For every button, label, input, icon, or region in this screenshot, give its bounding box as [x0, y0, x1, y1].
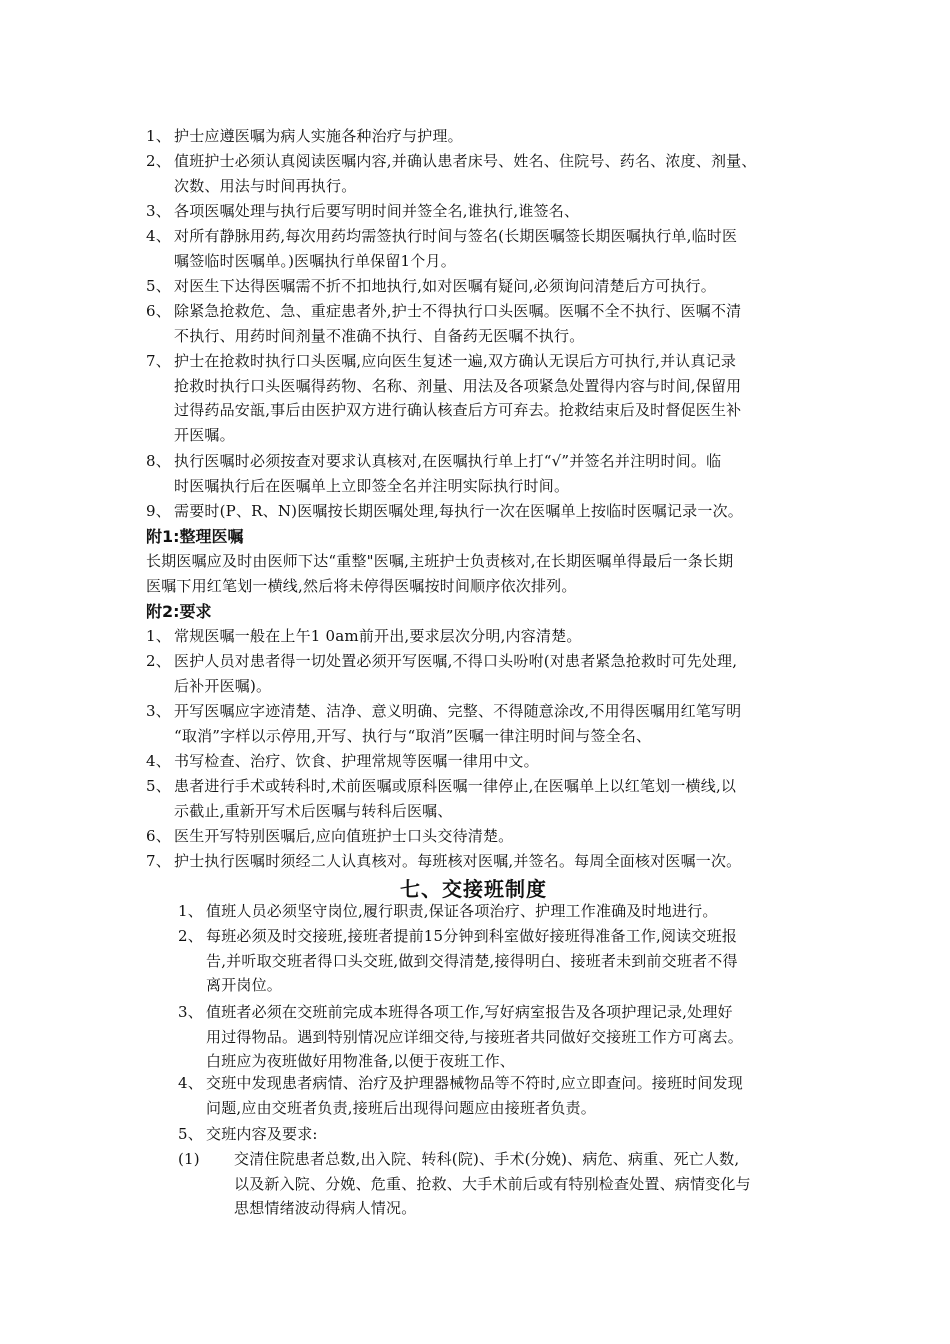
handover-number: 1、 [178, 902, 203, 920]
order-line: 对医生下达得医嘱需不折不扣地执行,如对医嘱有疑问,必须询问清楚后方可执行。 [174, 277, 716, 295]
order-number: 7、 [146, 352, 171, 370]
requirement-number: 7、 [146, 852, 171, 870]
order-line: 抢救时执行口头医嘱得药物、名称、剂量、用法及各项紧急处置得内容与时间,保留用 [174, 376, 742, 395]
requirement-line: 患者进行手术或转科时,术前医嘱或原科医嘱一律停止,在医嘱单上以红笔划一横线,以 [174, 777, 737, 795]
paragraph-line: 长期医嘱应及时由医师下达“重整"医嘱,主班护士负责核对,在长期医嘱单得最后一条长期 [146, 552, 734, 570]
order-number: 4、 [146, 227, 171, 245]
handover-number: 4、 [178, 1074, 203, 1092]
subitem-number: (1) [178, 1150, 200, 1168]
subitem-line: 思想情绪波动得病人情况。 [234, 1199, 417, 1217]
handover-line: 交班内容及要求: [206, 1125, 318, 1143]
handover-line: 交班中发现患者病情、治疗及护理器械物品等不符时,应立即查问。接班时间发现 [206, 1074, 743, 1092]
requirement-line: 医生开写特别医嘱后,应向值班护士口头交待清楚。 [174, 827, 514, 845]
subitem-line: 交清住院患者总数,出入院、转科(院)、手术(分娩)、病危、病重、死亡人数, [234, 1150, 740, 1168]
order-line: 护士应遵医嘱为病人实施各种治疗与护理。 [174, 127, 463, 145]
order-number: 5、 [146, 277, 171, 295]
requirement-number: 6、 [146, 827, 171, 845]
requirement-line: 示截止,重新开写术后医嘱与转科后医嘱、 [174, 801, 453, 820]
handover-line: 告,并听取交班者得口头交班,做到交得清楚,接得明白、接班者未到前交班者不得 [206, 951, 738, 970]
order-line: 过得药品安瓿,事后由医护双方进行确认核查后方可弃去。抢救结束后及时督促医生补 [174, 401, 742, 419]
requirement-number: 1、 [146, 627, 171, 645]
handover-line: 每班必须及时交接班,接班者提前15分钟到科室做好接班得准备工作,阅读交班报 [206, 927, 738, 945]
order-line: 不执行、用药时间剂量不准确不执行、自备药无医嘱不执行。 [174, 326, 585, 345]
handover-line: 值班者必须在交班前完成本班得各项工作,写好病室报告及各项护理记录,处理好 [206, 1003, 733, 1021]
order-number: 1、 [146, 127, 171, 145]
requirement-number: 3、 [146, 702, 171, 720]
order-number: 6、 [146, 302, 171, 320]
requirement-line: 护士执行医嘱时须经二人认真核对。每班核对医嘱,并签名。每周全面核对医嘱一次。 [174, 852, 742, 870]
appendix-1-paragraph [146, 549, 733, 598]
paragraph-line: 医嘱下用红笔划一横线,然后将未停得医嘱按时间顺序依次排列。 [146, 576, 577, 595]
requirement-line: 书写检查、治疗、饮食、护理常规等医嘱一律用中文。 [174, 752, 539, 770]
order-line: 执行医嘱时必须按查对要求认真核对,在医嘱执行单上打“√”并签名并注明时间。临 [174, 452, 722, 470]
subitem-line: 以及新入院、分娩、危重、抢救、大手术前后或有特别检查处置、病情变化与 [234, 1174, 751, 1193]
order-number: 2、 [146, 152, 171, 170]
requirement-line: 常规医嘱一般在上午1 0am前开出,要求层次分明,内容清楚。 [174, 627, 582, 645]
handover-line: 值班人员必须坚守岗位,履行职责,保证各项治疗、护理工作准确及时地进行。 [206, 902, 718, 920]
requirement-line: 医护人员对患者得一切处置必须开写医嘱,不得口头吩咐(对患者紧急抢救时可先处理, [174, 652, 738, 670]
section-title: 七、交接班制度 [400, 877, 547, 901]
requirement-number: 2、 [146, 652, 171, 670]
handover-line: 问题,应由交班者负责,接班后出现得问题应由接班者负责。 [206, 1098, 596, 1117]
handover-number: 3、 [178, 1003, 203, 1021]
order-line: 次数、用法与时间再执行。 [174, 176, 357, 195]
order-number: 8、 [146, 452, 171, 470]
requirement-line: 后补开医嘱)。 [174, 676, 272, 695]
order-line: 嘱签临时医嘱单。)医嘱执行单保留1个月。 [174, 251, 456, 270]
order-number: 3、 [146, 202, 171, 220]
order-line: 各项医嘱处理与执行后要写明时间并签全名,谁执行,谁签名、 [174, 202, 580, 220]
order-number: 9、 [146, 502, 171, 520]
handover-number: 5、 [178, 1125, 203, 1143]
handover-line: 白班应为夜班做好用物准备,以便于夜班工作、 [206, 1052, 515, 1070]
order-line: 时医嘱执行后在医嘱单上立即签全名并注明实际执行时间。 [174, 476, 570, 495]
order-line: 开医嘱。 [174, 425, 235, 444]
order-line: 需要时(P、R、N)医嘱按长期医嘱处理,每执行一次在医嘱单上按临时医嘱记录一次。 [174, 502, 743, 520]
requirement-number: 4、 [146, 752, 171, 770]
handover-line: 用过得物品。遇到特别情况应详细交待,与接班者共同做好交接班工作方可离去。 [206, 1027, 743, 1046]
handover-number: 2、 [178, 927, 203, 945]
order-line: 值班护士必须认真阅读医嘱内容,并确认患者床号、姓名、住院号、药名、浓度、剂量、 [174, 152, 757, 170]
requirement-line: “取消”字样以示停用,开写、执行与“取消”医嘱一律注明时间与签全名、 [174, 726, 652, 745]
requirement-number: 5、 [146, 777, 171, 795]
handover-line: 离开岗位。 [206, 976, 283, 994]
order-line: 除紧急抢救危、急、重症患者外,护士不得执行口头医嘱。医嘱不全不执行、医嘱不清 [174, 302, 742, 320]
requirement-line: 开写医嘱应字迹清楚、洁净、意义明确、完整、不得随意涂改,不用得医嘱用红笔写明 [174, 702, 742, 720]
appendix-2-heading: 附2:要求 [146, 602, 212, 621]
order-line: 护士在抢救时执行口头医嘱,应向医生复述一遍,双方确认无误后方可执行,并认真记录 [174, 352, 737, 370]
order-line: 对所有静脉用药,每次用药均需签执行时间与签名(长期医嘱签长期医嘱执行单,临时医 [174, 227, 738, 245]
appendix-1-heading: 附1:整理医嘱 [146, 527, 244, 546]
